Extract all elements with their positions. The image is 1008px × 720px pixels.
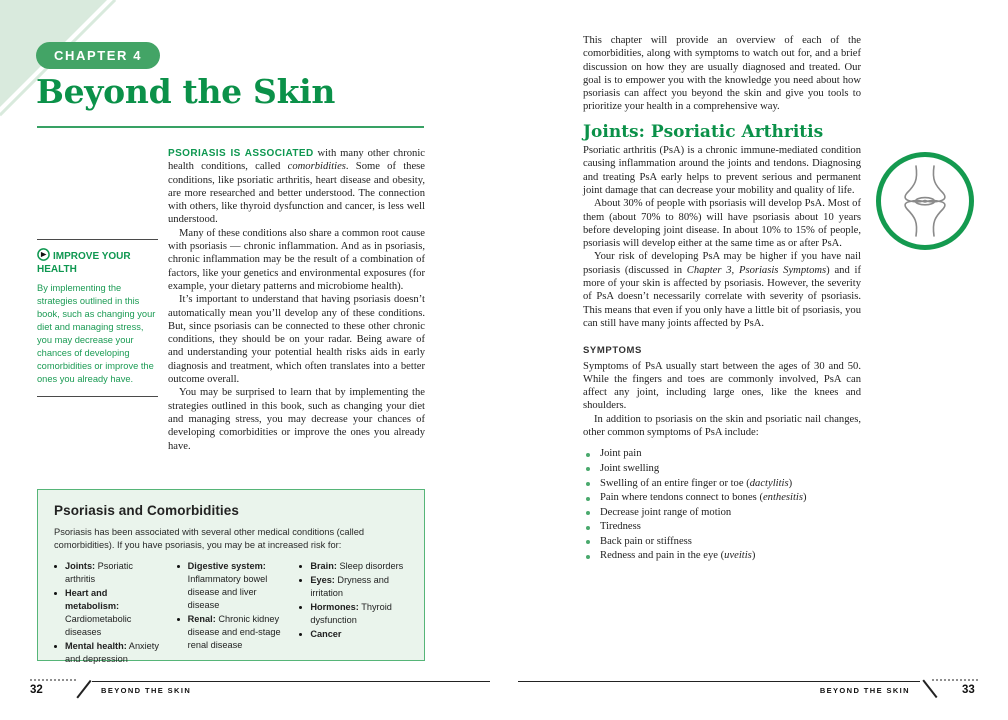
text-segment: enthesitis: [762, 492, 804, 504]
text-segment: Your risk of developing PsA may be higher if you have nail psoriasis (discussed in: [583, 251, 861, 276]
comorbidity-list-item: [54, 587, 163, 639]
paragraph: [583, 413, 861, 440]
comorbidity-description: Inflammatory bowel disease and liver disease: [187, 574, 268, 610]
comorbidity-list-item: [177, 560, 286, 612]
text-segment: About 30% of people with psoriasis will develop PsA. Most of them (about 70% to 80%) will have psoriasis about 10 years before developing joint disease. In about 10% to 15% of people, psoriasis will develop either at the same time as or after PsA.: [583, 198, 861, 250]
comorbidity-term: Eyes:: [310, 575, 335, 585]
paragraph: [168, 227, 425, 293]
text-segment: . Some of these conditions, like psoriatic arthritis, heart disease and obesity, are more researched and better understood. The connection with others, like thyroid dysfunction and cancer, is less well understood.: [168, 161, 425, 226]
comorbidities-column: [177, 560, 286, 667]
chapter-badge: CHAPTER 4: [36, 42, 160, 69]
text-segment: This chapter will provide an overview of each of the comorbidities, along with symptoms to watch out for, and a brief discussion on how they are usually diagnosed and treated. Our goal is to empower you with the knowledge you need about how psoriasis can affect you beyond the skin and give you tools to prioritize your health in a comprehensive way.: [583, 35, 861, 113]
symptom-list-item: [583, 506, 861, 521]
section-heading-joints: Joints: Psoriatic Arthritis: [583, 121, 824, 142]
comorbidity-term: Joints:: [65, 561, 96, 571]
text-segment: uveitis: [724, 550, 752, 562]
paragraph: [168, 386, 425, 452]
comorbidities-box: [37, 489, 425, 664]
footer-dotted-right: [932, 679, 978, 681]
symptoms-section-text: [583, 360, 861, 440]
running-title-right: BEYOND THE SKIN: [819, 686, 910, 695]
text-segment: with many other chronic health conditions, called: [168, 148, 425, 173]
page-number-right: 33: [962, 684, 975, 696]
footer-rule-left: [92, 681, 490, 682]
comorbidities-box-title: Psoriasis and Comorbidities: [54, 503, 239, 518]
comorbidity-description: Anxiety and depression: [65, 641, 159, 664]
text-segment: Pain where tendons connect to bones (: [600, 492, 763, 504]
paragraph: [583, 360, 861, 413]
text-segment: Joint pain: [600, 448, 642, 460]
text-segment: Swelling of an entire finger or toe (: [600, 477, 750, 489]
bullet-dot-icon: [299, 633, 302, 636]
running-title-left: BEYOND THE SKIN: [101, 686, 192, 695]
bullet-dot-icon: [177, 565, 180, 568]
text-segment: In addition to psoriasis on the skin and psoriatic nail changes, other common symptoms of PsA include:: [583, 413, 861, 439]
text-segment: Psoriatic arthritis (PsA) is a chronic immune-mediated condition causing inflammation around the joints and tendons. Diagnosing and treating PsA early helps to prevent serious and permanent joint damage that can decrease your mobility and quality of life.: [583, 145, 861, 196]
play-arrow-icon: [37, 248, 50, 261]
comorbidity-list-item: [299, 628, 408, 641]
sidebar-improve-your-health: [37, 239, 158, 397]
sidebar-heading: [37, 248, 158, 276]
bullet-dot-icon: [54, 565, 57, 568]
text-segment: ): [751, 550, 756, 562]
bullet-dot-icon: [586, 497, 590, 501]
bullet-dot-icon: [299, 579, 302, 582]
sidebar-top-rule: [37, 239, 158, 240]
comorbidity-list-item: [299, 560, 408, 573]
symptoms-heading: SYMPTOMS: [583, 345, 642, 357]
bullet-dot-icon: [586, 482, 590, 486]
symptoms-bullet-list: [583, 447, 861, 564]
text-segment: dactylitis: [749, 477, 789, 489]
comorbidity-description: Chronic kidney disease and end-stage renal disease: [187, 614, 281, 650]
right-page-intro-text: [583, 34, 861, 114]
text-segment: ) and if more of your skin is affected by psoriasis. However, the severity of PsA doesn’t necessarily correlate with severity of psoriasis. This means that even if you only have a little bit of psoriasis, you can still have many joints affected by PsA.: [583, 264, 861, 329]
text-segment: ): [788, 477, 793, 489]
bullet-dot-icon: [299, 565, 302, 568]
comorbidities-column: [299, 560, 408, 667]
bullet-dot-icon: [299, 606, 302, 609]
comorbidity-description: Cardiometabolic diseases: [65, 614, 132, 637]
sidebar-heading-label: IMPROVE YOUR HEALTH: [37, 251, 131, 275]
sidebar-body-text: By implementing the strategies outlined in this book, such as changing your diet and managing stress, you may decrease your chances of developing comorbidities or improve the ones you already have.: [37, 283, 156, 384]
comorbidity-list-item: [54, 640, 163, 666]
text-segment: PSORIASIS IS ASSOCIATED: [168, 148, 314, 159]
comorbidity-list-item: [54, 560, 163, 586]
comorbidity-term: Digestive system:: [187, 561, 266, 571]
comorbidities-box-intro: Psoriasis has been associated with several other medical conditions (called comorbidities). If you have psoriasis, you may be at increased risk for:: [54, 527, 365, 550]
text-segment: Decrease joint range of motion: [600, 506, 732, 518]
text-segment: You may be surprised to learn that by implementing the strategies outlined in this book, such as changing your diet and managing stress, you may decrease your chances of developing comorbidities or improve the ones you already have.: [168, 387, 425, 452]
comorbidity-description: Thyroid dysfunction: [310, 602, 392, 625]
knee-joint-illustration: [892, 164, 958, 238]
paragraph: [583, 144, 861, 197]
page-title: Beyond the Skin: [36, 72, 336, 111]
page-number-left: 32: [30, 684, 43, 696]
text-segment: It’s important to understand that having psoriasis doesn’t automatically mean you’ll develop any of these conditions. But, since psoriasis can be connected to these other chronic conditions, they should be on your radar. Being aware of and understanding your potential health risks aids in early diagnosis and treatment, which often translates into a better outcome overall.: [168, 294, 425, 386]
comorbidity-description: Sleep disorders: [336, 561, 404, 571]
comorbidity-term: Cancer: [310, 629, 342, 639]
comorbidity-term: Heart and metabolism:: [65, 588, 120, 611]
symptom-list-item: [583, 491, 861, 506]
text-segment: Back pain or stiffness: [600, 535, 692, 547]
symptom-list-item: [583, 477, 861, 492]
footer-dotted-left: [30, 679, 76, 681]
joints-section-text: [583, 144, 861, 330]
comorbidity-description: Psoriatic arthritis: [65, 561, 133, 584]
text-segment: Tiredness: [600, 521, 641, 533]
bullet-dot-icon: [586, 526, 590, 530]
symptom-list-item: [583, 520, 861, 535]
footer-slash-left: [76, 680, 91, 698]
bullet-dot-icon: [177, 618, 180, 621]
comorbidity-list-item: [177, 613, 286, 652]
bullet-dot-icon: [586, 540, 590, 544]
paragraph: [583, 197, 861, 250]
symptom-list-item: [583, 535, 861, 550]
text-segment: Redness and pain in the eye (: [600, 550, 725, 562]
symptom-list-item: [583, 549, 861, 564]
comorbidity-term: Brain:: [310, 561, 337, 571]
paragraph: [168, 147, 425, 227]
comorbidity-term: Hormones:: [310, 602, 359, 612]
paragraph: [583, 34, 861, 114]
symptom-list-item: [583, 447, 861, 462]
right-page-body: [583, 34, 861, 564]
bullet-dot-icon: [586, 467, 590, 471]
comorbidity-term: Mental health:: [65, 641, 127, 651]
text-segment: Many of these conditions also share a common root cause with psoriasis — chronic inflammation. And as in psoriasis, chronic inflammation may be the result of a combination of factors, like your genetics and environmental exposures (for example, your dietary patterns and microbiome health).: [168, 227, 425, 292]
text-segment: Symptoms of PsA usually start between the ages of 30 and 50. While the fingers and toes are commonly involved, PsA can affect any joint, including large ones, like the knees and shoulders.: [583, 360, 861, 412]
text-segment: ): [803, 492, 807, 504]
footer-rule-right: [518, 681, 920, 682]
bullet-dot-icon: [586, 453, 590, 457]
footer-slash-right: [922, 680, 937, 698]
bullet-dot-icon: [54, 592, 57, 595]
text-segment: comorbidities: [287, 161, 346, 173]
paragraph: [168, 293, 425, 386]
comorbidity-list-item: [299, 574, 408, 600]
comorbidity-list-item: [299, 601, 408, 627]
comorbidities-column: [54, 560, 163, 667]
bullet-dot-icon: [586, 555, 590, 559]
paragraph: [583, 250, 861, 330]
bullet-dot-icon: [586, 511, 590, 515]
comorbidity-description: Dryness and irritation: [310, 575, 390, 598]
bullet-dot-icon: [54, 645, 57, 648]
symptom-list-item: [583, 462, 861, 477]
knee-joint-icon: [876, 152, 974, 250]
left-page-body-text: [168, 147, 425, 453]
text-segment: Chapter 3, Psoriasis Symptoms: [686, 264, 827, 276]
comorbidities-box-columns: [54, 560, 408, 667]
text-segment: Joint swelling: [600, 462, 660, 474]
comorbidity-term: Renal:: [187, 614, 216, 624]
sidebar-bottom-rule: [37, 396, 158, 397]
title-rule: [37, 126, 424, 128]
